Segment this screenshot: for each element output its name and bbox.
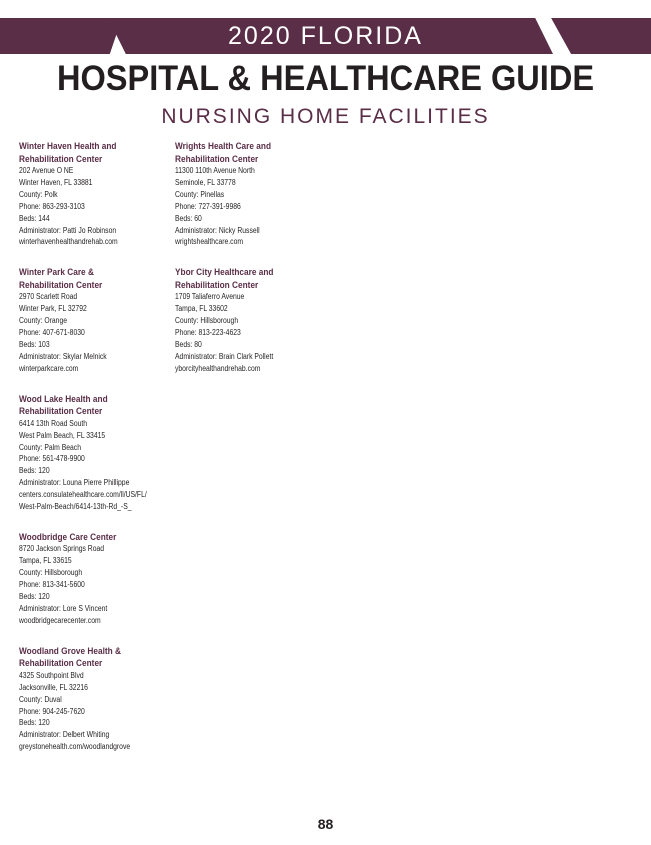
facility-detail-line: Beds: 80 — [175, 339, 202, 349]
facility-name: Rehabilitation Center — [19, 153, 103, 164]
facility-detail-line: Beds: 120 — [19, 592, 50, 602]
facility-name: Rehabilitation Center — [175, 153, 259, 164]
facility-detail-line: Tampa, FL 33602 — [175, 304, 228, 314]
page-title: HOSPITAL & HEALTHCARE GUIDE — [56, 59, 595, 98]
facility-detail-line: County: Palm Beach — [19, 442, 81, 452]
facility-name: Wrights Health Care and — [175, 141, 272, 151]
facility-detail-line: Phone: 813-341-5600 — [19, 580, 85, 590]
facility-detail-line: yborcityhealthandrehab.com — [175, 363, 261, 373]
facility-name: Woodland Grove Health & — [19, 645, 121, 656]
facility-detail-line: Administrator: Patti Jo Robinson — [19, 225, 117, 235]
facility-entry — [19, 266, 169, 374]
facility-detail-line: County: Orange — [19, 316, 68, 326]
facility-entry — [175, 266, 325, 374]
facility-detail-line: 1709 Taliaferro Avenue — [175, 292, 245, 302]
facility-detail-line: Winter Park, FL 32792 — [19, 304, 87, 314]
facility-detail-line: County: Hillsborough — [19, 568, 83, 578]
facility-detail-line: Tampa, FL 33615 — [19, 556, 72, 566]
page-number: 88 — [317, 816, 334, 832]
facility-detail-line: County: Polk — [19, 189, 58, 199]
facility-detail-line: Winter Haven, FL 33881 — [19, 177, 93, 187]
facility-detail-line: centers.consulatehealthcare.com/ll/US/FL/ — [19, 490, 147, 500]
facility-detail-line: Seminole, FL 33778 — [175, 177, 236, 187]
facility-detail-line: Phone: 904-245-7620 — [19, 706, 85, 716]
facility-detail-line: Beds: 60 — [175, 213, 202, 223]
facility-detail-line: Administrator: Brain Clark Pollett — [175, 351, 274, 361]
listing-column-2 — [175, 140, 325, 393]
facility-detail-line: Administrator: Nicky Russell — [175, 225, 260, 235]
facility-detail-line: 202 Avenue O NE — [19, 166, 74, 175]
facility-name: Winter Park Care & — [19, 267, 94, 278]
facility-detail-line: 11300 110th Avenue North — [175, 166, 255, 175]
facility-detail-line: 6414 13th Road South — [19, 418, 88, 428]
facility-detail-line: Beds: 120 — [19, 718, 50, 728]
facility-name: Winter Haven Health and — [19, 141, 117, 151]
facility-name: Wood Lake Health and — [19, 393, 108, 404]
facility-detail-line: Administrator: Louna Pierre Phillippe — [19, 478, 130, 488]
facility-name: Ybor City Healthcare and — [175, 267, 274, 278]
facility-detail-line: Phone: 813-223-4623 — [175, 328, 241, 338]
facility-detail-line: Administrator: Skylar Melnick — [19, 351, 107, 361]
facility-detail-line: wrightshealthcare.com — [175, 237, 244, 247]
facility-detail-line: County: Hillsborough — [175, 316, 239, 326]
facility-detail-line: Administrator: Lore S Vincent — [19, 603, 108, 613]
facility-entry — [19, 140, 169, 248]
banner-text: 2020 FLORIDA — [228, 22, 423, 50]
facility-detail-line: County: Duval — [19, 694, 62, 704]
facility-detail-line: 2970 Scarlett Road — [19, 292, 78, 302]
facility-name: Rehabilitation Center — [19, 279, 103, 290]
facility-entry — [19, 645, 169, 753]
facility-detail-line: Beds: 120 — [19, 466, 50, 476]
facility-detail-line: greystonehealth.com/woodlandgrove — [19, 742, 131, 752]
facility-detail-line: Phone: 561-478-9900 — [19, 454, 85, 464]
facility-detail-line: Administrator: Delbert Whiting — [19, 730, 110, 740]
facility-detail-line: County: Pinellas — [175, 189, 225, 199]
facility-detail-line: West Palm Beach, FL 33415 — [19, 430, 106, 440]
facility-detail-line: woodbridgecarecenter.com — [19, 615, 101, 625]
facility-name: Rehabilitation Center — [19, 406, 103, 417]
facility-detail-line: Phone: 727-391-9986 — [175, 201, 241, 211]
facility-name: Rehabilitation Center — [175, 279, 259, 290]
facility-detail-line: Jacksonville, FL 32216 — [19, 682, 88, 692]
page-subtitle: NURSING HOME FACILITIES — [161, 105, 490, 128]
facility-detail-line: Beds: 103 — [19, 339, 50, 349]
facility-detail-line: 4325 Southpoint Blvd — [19, 670, 84, 680]
listing-column-1 — [19, 140, 169, 771]
facility-name: Rehabilitation Center — [19, 658, 103, 669]
facility-entry — [175, 140, 325, 248]
facility-detail-line: Phone: 863-293-3103 — [19, 201, 85, 211]
facility-detail-line: West-Palm-Beach/6414-13th-Rd_-S_ — [19, 502, 132, 512]
facility-detail-line: Phone: 407-671-8030 — [19, 328, 85, 338]
facility-entry — [19, 393, 169, 513]
facility-name: Woodbridge Care Center — [19, 531, 117, 542]
facility-detail-line: winterparkcare.com — [19, 363, 79, 373]
facility-entry — [19, 531, 169, 627]
facility-detail-line: winterhavenhealthandrehab.com — [19, 237, 118, 247]
facility-detail-line: Beds: 144 — [19, 213, 50, 223]
facility-detail-line: 8720 Jackson Springs Road — [19, 544, 105, 554]
